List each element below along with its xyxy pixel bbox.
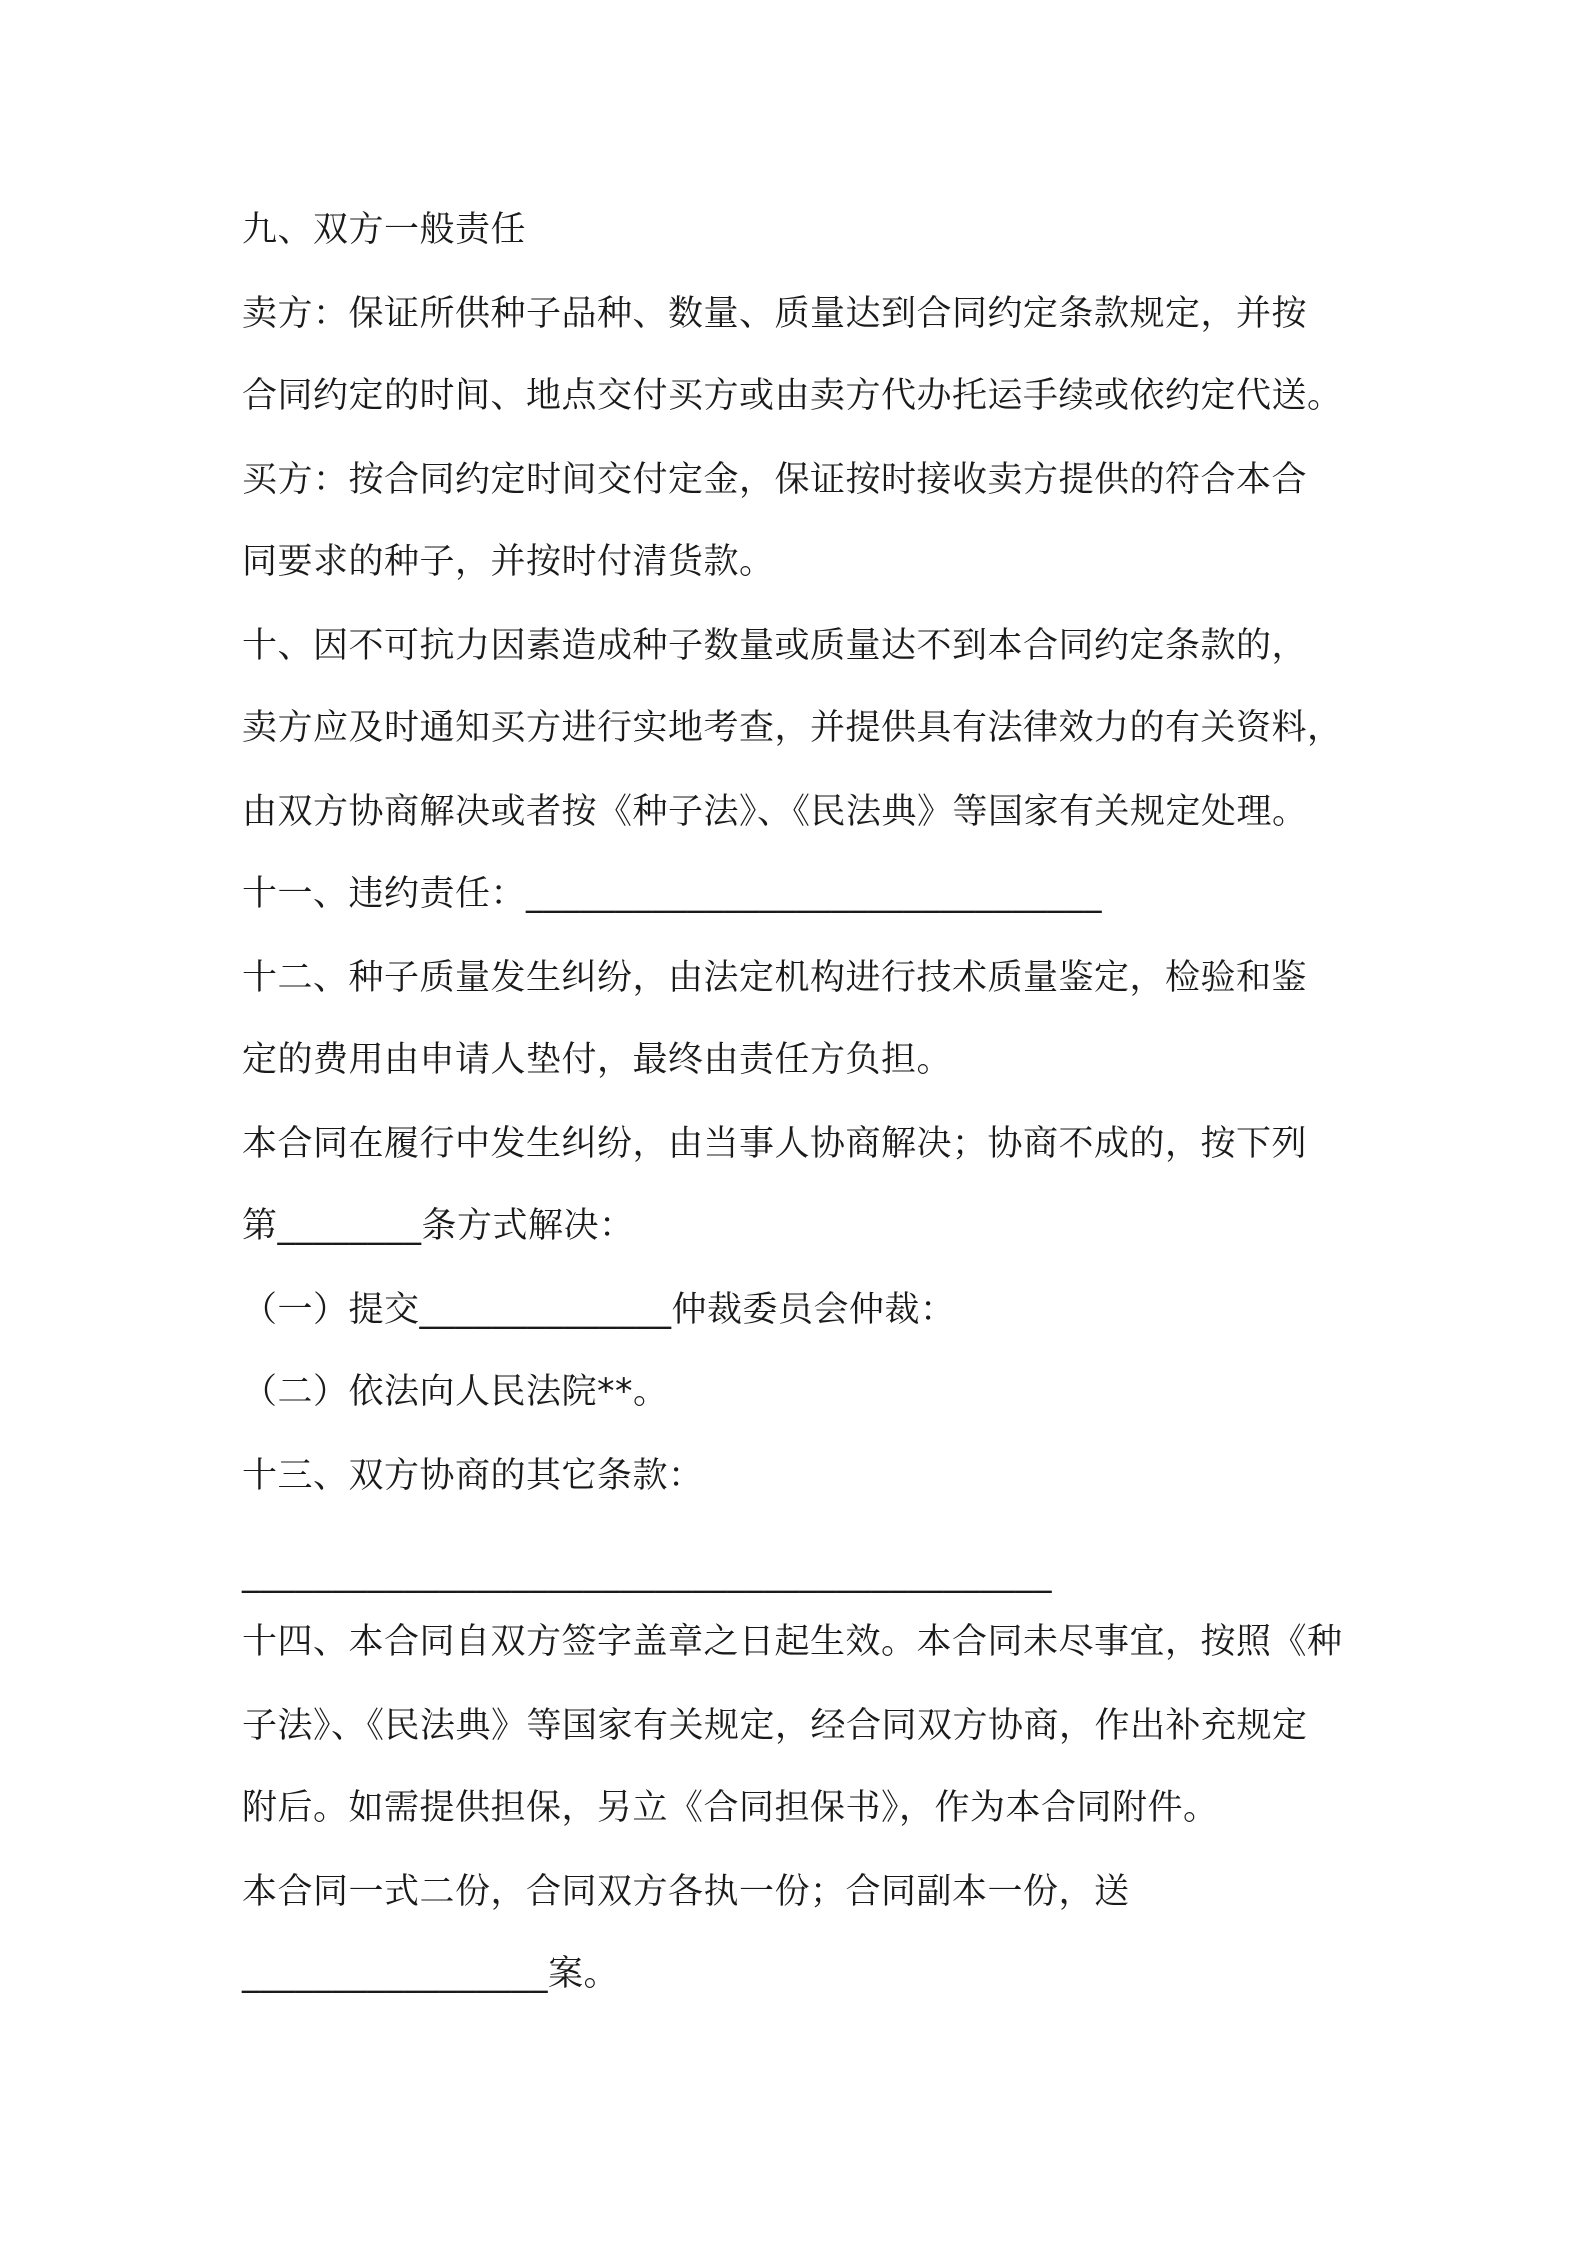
section-12-line-1: 十二、种子质量发生纠纷，由法定机构进行技术质量鉴定，检验和鉴 (242, 958, 1308, 998)
section-10-line-1: 十、因不可抗力因素造成种子数量或质量达不到本合同约定条款的， (242, 626, 1308, 666)
seller-duty-line-1: 卖方：保证所供种子品种、数量、质量达到合同约定条款规定，并按 (242, 294, 1308, 334)
section-14-line-2: 子法》、《民法典》等国家有关规定，经合同双方协商，作出补充规定 (242, 1706, 1308, 1746)
buyer-duty-line-2: 同要求的种子，并按时付清货款。 (242, 542, 775, 582)
dispute-clause-line-1: 本合同在履行中发生纠纷，由当事人协商解决；协商不成的，按下列 (242, 1124, 1308, 1164)
dispute-clause-line-2: 第________条方式解决： (242, 1206, 635, 1246)
copies-clause-line-2: _________________案。 (242, 1954, 620, 1994)
section-12-line-2: 定的费用由申请人垫付，最终由责任方负担。 (242, 1040, 953, 1080)
section-10-line-3: 由双方协商解决或者按《种子法》、《民法典》等国家有关规定处理。 (242, 792, 1308, 832)
dispute-option-court: （二）依法向人民法院**。 (242, 1372, 669, 1412)
section-13-blank-line: _____________________________________________ (242, 1554, 1052, 1594)
seller-duty-line-2: 合同约定的时间、地点交付买方或由卖方代办托运手续或依约定代送。 (242, 376, 1343, 416)
section-13-heading: 十三、双方协商的其它条款： (242, 1456, 704, 1496)
section-9-heading: 九、双方一般责任 (242, 210, 527, 250)
dispute-option-arbitration: （一）提交______________仲裁委员会仲裁： (242, 1290, 956, 1330)
section-14-line-3: 附后。如需提供担保，另立《合同担保书》，作为本合同附件。 (242, 1788, 1219, 1828)
buyer-duty-line-1: 买方：按合同约定时间交付定金，保证按时接收卖方提供的符合本合 (242, 460, 1308, 500)
section-10-line-2: 卖方应及时通知买方进行实地考查，并提供具有法律效力的有关资料， (242, 708, 1343, 748)
section-14-line-1: 十四、本合同自双方签字盖章之日起生效。本合同未尽事宜，按照《种 (242, 1622, 1343, 1662)
section-11-breach-liability: 十一、违约责任：________________________________ (242, 874, 1103, 914)
copies-clause-line-1: 本合同一式二份，合同双方各执一份；合同副本一份，送 (242, 1872, 1130, 1912)
